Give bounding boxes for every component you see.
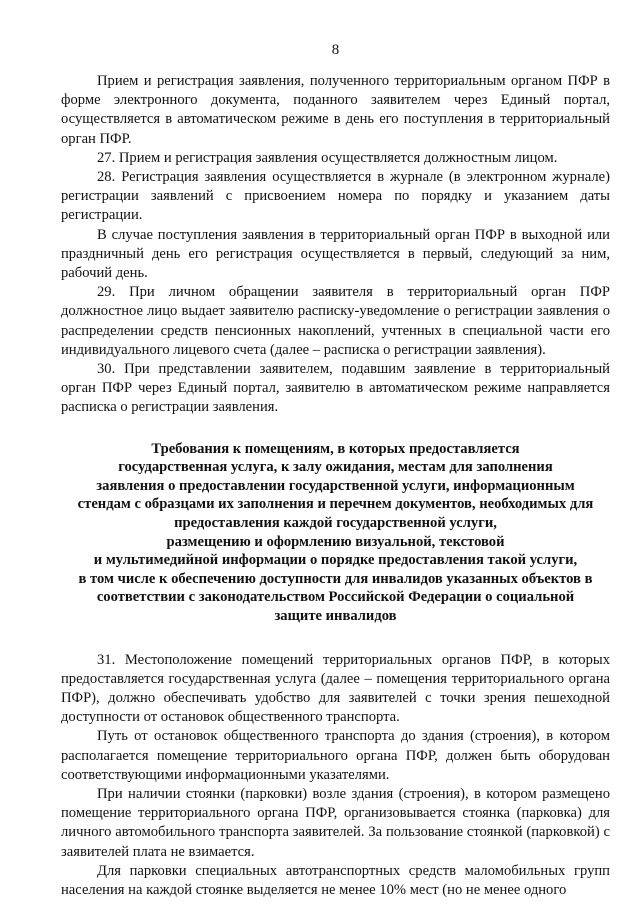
heading-line: Требования к помещениям, в которых предоставляется — [151, 440, 520, 457]
page-number: 8 — [331, 42, 340, 58]
paragraph-27: 27. Прием и регистрация заявления осуществляется должностным лицом. — [97, 149, 558, 166]
heading-line: стендам с образцами их заполнения и перечнем документов, необходимых для — [77, 496, 594, 513]
paragraph-31: 31. Местоположение помещений территориальных органов ПФР, в которых предоставляется государственная услуга (далее – помещения территориального органа ПФР), должно обеспечивать удобство для заявителей с точки зрения пешеходной доступности от остановок общественного транспорта. — [61, 651, 610, 726]
paragraph-epgu-registration: Прием и регистрация заявления, полученного территориальным органом ПФР в форме электронного документа, поданного заявителем через Единый портал, осуществляется в автоматическом режиме в день его поступления в территориальный орган ПФР. — [61, 73, 610, 147]
paragraph-route-signage: Путь от остановок общественного транспорта до здания (строения), в котором располагается помещение территориального органа ПФР, должен быть оборудован соответствующими информационными указателями. — [61, 728, 610, 783]
heading-line: государственная услуга, к залу ожидания, местам для заполнения — [118, 459, 553, 476]
paragraph-accessible-parking: Для парковки специальных автотранспортных средств маломобильных групп населения на каждой стоянке выделяется не менее 10% мест (но не менее одного — [61, 862, 610, 899]
heading-line: и мультимедийной информации о порядке предоставления такой услуги, — [93, 552, 578, 569]
section-heading — [61, 440, 610, 626]
paragraph-28: 28. Регистрация заявления осуществляется в журнале (в электронном журнале) регистрации заявлений с присвоением номера по порядку и указанием даты регистрации. — [61, 169, 610, 224]
paragraph-holiday-registration: В случае поступления заявления в территориальный орган ПФР в выходной или праздничный день его регистрация осуществляется в первый, следующий за ним, рабочий день. — [61, 226, 610, 282]
heading-line: заявления о предоставлении государственной услуги, информационным — [96, 477, 575, 494]
heading-line: соответствии с законодательством Российской Федерации о социальной — [96, 589, 575, 606]
heading-line: в том числе к обеспечению доступности для инвалидов указанных объектов в — [78, 570, 593, 587]
heading-line: размещению и оформлению визуальной, текстовой — [166, 533, 505, 550]
paragraph-parking: При наличии стоянки (парковки) возле здания (строения), в котором размещено помещение территориального органа ПФР, организовывается стоянка (парковка) для личного автомобильного транспорта заявителей. За пользование стоянкой (парковкой) с заявителей плата не взимается. — [61, 786, 610, 860]
paragraph-29: 29. При личном обращении заявителя в территориальный орган ПФР должностное лицо выдает заявителю расписку-уведомление о регистрации заявления о распределении средств пенсионных накоплений, учтенных в специальной части его индивидуального лицевого счета (далее – расписка о регистрации заявления). — [61, 284, 610, 358]
heading-line: защите инвалидов — [274, 608, 397, 624]
heading-line: предоставления каждой государственной услуги, — [174, 515, 497, 532]
paragraph-30: 30. При представлении заявителем, подавшим заявление в территориальный орган ПФР через Единый портал, заявителю в автоматическом режиме направляется расписка о регистрации заявления. — [61, 361, 610, 416]
